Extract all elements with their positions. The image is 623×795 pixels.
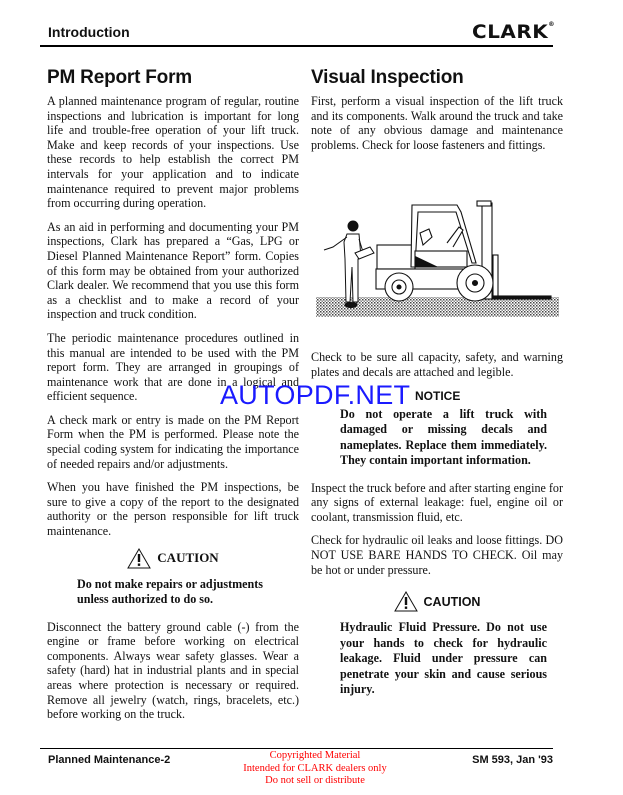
forklift <box>376 201 551 301</box>
copyright-line: Do not sell or distribute <box>265 775 365 786</box>
section-title: Introduction <box>48 24 130 40</box>
copyright-line: Intended for CLARK dealers only <box>243 762 387 774</box>
header-divider <box>40 45 553 47</box>
forklift-inspection-illustration <box>311 167 563 345</box>
paragraph: Disconnect the battery ground cable (-) from the engine or frame before working on electrical components. Always wear safety glasses. Wear a safety (hard) hat in industrial plants and in special areas where protection is necessary or required. Remove all jewelry (watch, rings, bracelets, etc.) before working on the truck. <box>47 619 299 722</box>
paragraph: A check mark or entry is made on the PM Report Form when the PM is performed. Please note the special coding system for indicating the importance of needed repairs and/or adjustments. <box>47 412 299 471</box>
paragraph: When you have finished the PM inspections, be sure to give a copy of the report to the designated authority or the person responsible for lift truck maintenance. <box>47 480 299 539</box>
caution-label: CAUTION <box>157 550 219 566</box>
logo-text: CLARK <box>471 21 549 43</box>
paragraph: The periodic maintenance procedures outlined in this manual are intended to be used with the PM report form. They are arranged in groupings of maintenance work that are done in a logical and efficient sequence. <box>47 330 299 404</box>
footer-divider <box>40 748 553 749</box>
caution-label: CAUTION <box>423 594 481 609</box>
pm-report-form-heading: PM Report Form <box>47 67 192 88</box>
visual-inspection-heading: Visual Inspection <box>311 67 464 88</box>
footer-page-label: Planned Maintenance-2 <box>48 754 171 766</box>
notice-text: Do not operate a lift truck with damaged or missing decals and nameplates. Replace them immediately. They contain important information. <box>340 406 547 468</box>
copyright-notice <box>220 750 410 788</box>
caution-heading <box>47 548 299 569</box>
inspector-figure <box>324 221 374 308</box>
footer-doc-id: SM 593, Jan '93 <box>472 754 553 766</box>
watermark: AUTOPDF.NET <box>220 380 411 410</box>
paragraph: A planned maintenance program of regular, routine inspections and lubrication is important for long life and trouble-free operation of your lift truck. Make and keep records of your inspections. Use these records to help establish the correct PM intervals for your application and to indicate maintenance required to prevent major problems from occurring during operation. <box>47 94 299 211</box>
paragraph: Inspect the truck before and after starting engine for any signs of external leakage: fuel, engine oil or coolant, transmission fluid, etc. <box>311 480 563 524</box>
paragraph: Check for hydraulic oil leaks and loose fittings. DO NOT USE BARE HANDS TO CHECK. Oil may be hot or under pressure. <box>311 533 563 577</box>
caution-text: Do not make repairs or adjustments unless authorized to do so. <box>77 576 263 607</box>
paragraph: As an aid in performing and documenting your PM inspections, Clark has prepared a “Gas, LPG or Diesel Planned Maintenance Report” form. Copies of this form may be obtained from your authorized Clark dealer. We recommend that you use this form as a checklist and to make a record of your inspection and truck condition. <box>47 219 299 322</box>
paragraph: Check to be sure all capacity, safety, and warning plates and decals are attached and legible. <box>311 350 563 379</box>
caution-heading <box>311 591 563 612</box>
copyright-line: Copyrighted Material <box>269 750 361 761</box>
clark-logo <box>472 21 555 43</box>
paragraph: First, perform a visual inspection of the lift truck and its components. Walk around the truck and take note of any obvious damage and maintenance problems. Check for loose fasteners and fittings. <box>311 94 563 152</box>
warning-triangle-icon <box>394 591 418 612</box>
warning-triangle-icon <box>127 548 151 569</box>
notice-label: NOTICE <box>415 388 461 403</box>
caution-text: Hydraulic Fluid Pressure. Do not use your hands to check for hydraulic leakage. Fluid under pressure can penetrate your skin and cause serious injury. <box>340 620 547 697</box>
logo-mark: ® <box>548 21 555 28</box>
